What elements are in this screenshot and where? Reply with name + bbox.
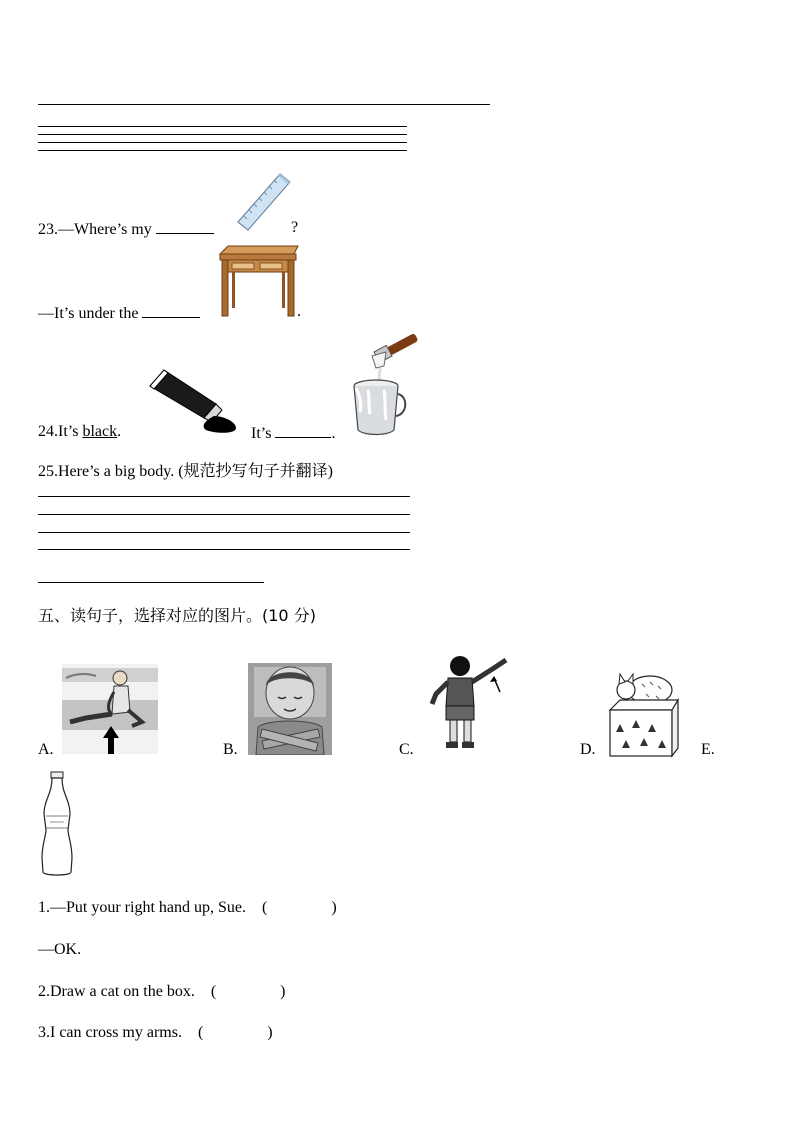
writing-line — [38, 142, 407, 143]
option-label-a: A. — [38, 741, 54, 758]
question-3-text: 3.I can cross my arms. — [38, 1024, 182, 1041]
answer-bracket[interactable]: ( ) — [210, 983, 286, 1000]
section-heading: 五、读句子，选择对应的图片。(10 分) — [38, 606, 316, 625]
writing-line — [38, 134, 407, 135]
q23-line1 — [38, 218, 214, 240]
answer-bracket[interactable]: ( ) — [197, 1024, 273, 1041]
answer-blank[interactable] — [156, 218, 214, 234]
paint-bucket-icon — [346, 334, 428, 438]
q23-line2-prefix: —It’s under the — [38, 305, 139, 322]
writing-line — [38, 104, 490, 105]
option-label-d: D. — [580, 741, 596, 758]
option-label-e: E. — [701, 741, 715, 758]
answer-blank[interactable] — [275, 422, 331, 438]
q23-period: . — [297, 303, 301, 320]
question-2 — [38, 982, 286, 1002]
question-3 — [38, 1023, 273, 1043]
writing-line — [38, 126, 407, 127]
option-label-b: B. — [223, 741, 238, 758]
q25-text: 25.Here’s a big body. (规范抄写句子并翻译) — [38, 463, 333, 480]
answer-blank[interactable] — [142, 302, 200, 318]
question-1 — [38, 898, 337, 918]
bottle-icon — [38, 770, 76, 878]
cat-on-box-icon — [606, 668, 680, 760]
option-label-c: C. — [399, 741, 414, 758]
q24-right-period: . — [331, 425, 336, 442]
q24-left — [38, 422, 121, 442]
q23-question-mark: ? — [291, 219, 299, 236]
question-2-text: 2.Draw a cat on the box. — [38, 983, 195, 1000]
question-1-text: 1.—Put your right hand up, Sue. — [38, 899, 246, 916]
answer-bracket[interactable]: ( ) — [262, 899, 337, 916]
question-1-reply — [38, 940, 81, 960]
desk-icon — [218, 244, 300, 318]
ruler-icon — [232, 170, 294, 232]
writing-line — [38, 549, 410, 550]
writing-line — [38, 150, 407, 151]
question-1-reply-text: —OK. — [38, 941, 82, 958]
boy-raising-hand-icon — [428, 654, 512, 750]
q24-underlined-word: black — [82, 423, 118, 440]
q23-line1-prefix: 23.—Where’s my — [38, 221, 152, 238]
q24-right — [251, 422, 335, 444]
paint-tube-icon — [146, 364, 242, 436]
crossed-arms-boy-icon — [248, 663, 332, 755]
q23-line2 — [38, 302, 200, 324]
writing-line — [38, 514, 410, 515]
hand-up-arm-icon — [62, 664, 158, 754]
q24-right-prefix: It’s — [251, 425, 272, 442]
writing-line — [38, 496, 410, 497]
writing-line — [38, 532, 410, 533]
writing-line — [38, 582, 264, 583]
q24-prefix: 24.It’s — [38, 423, 83, 440]
q24-period: . — [117, 423, 122, 440]
